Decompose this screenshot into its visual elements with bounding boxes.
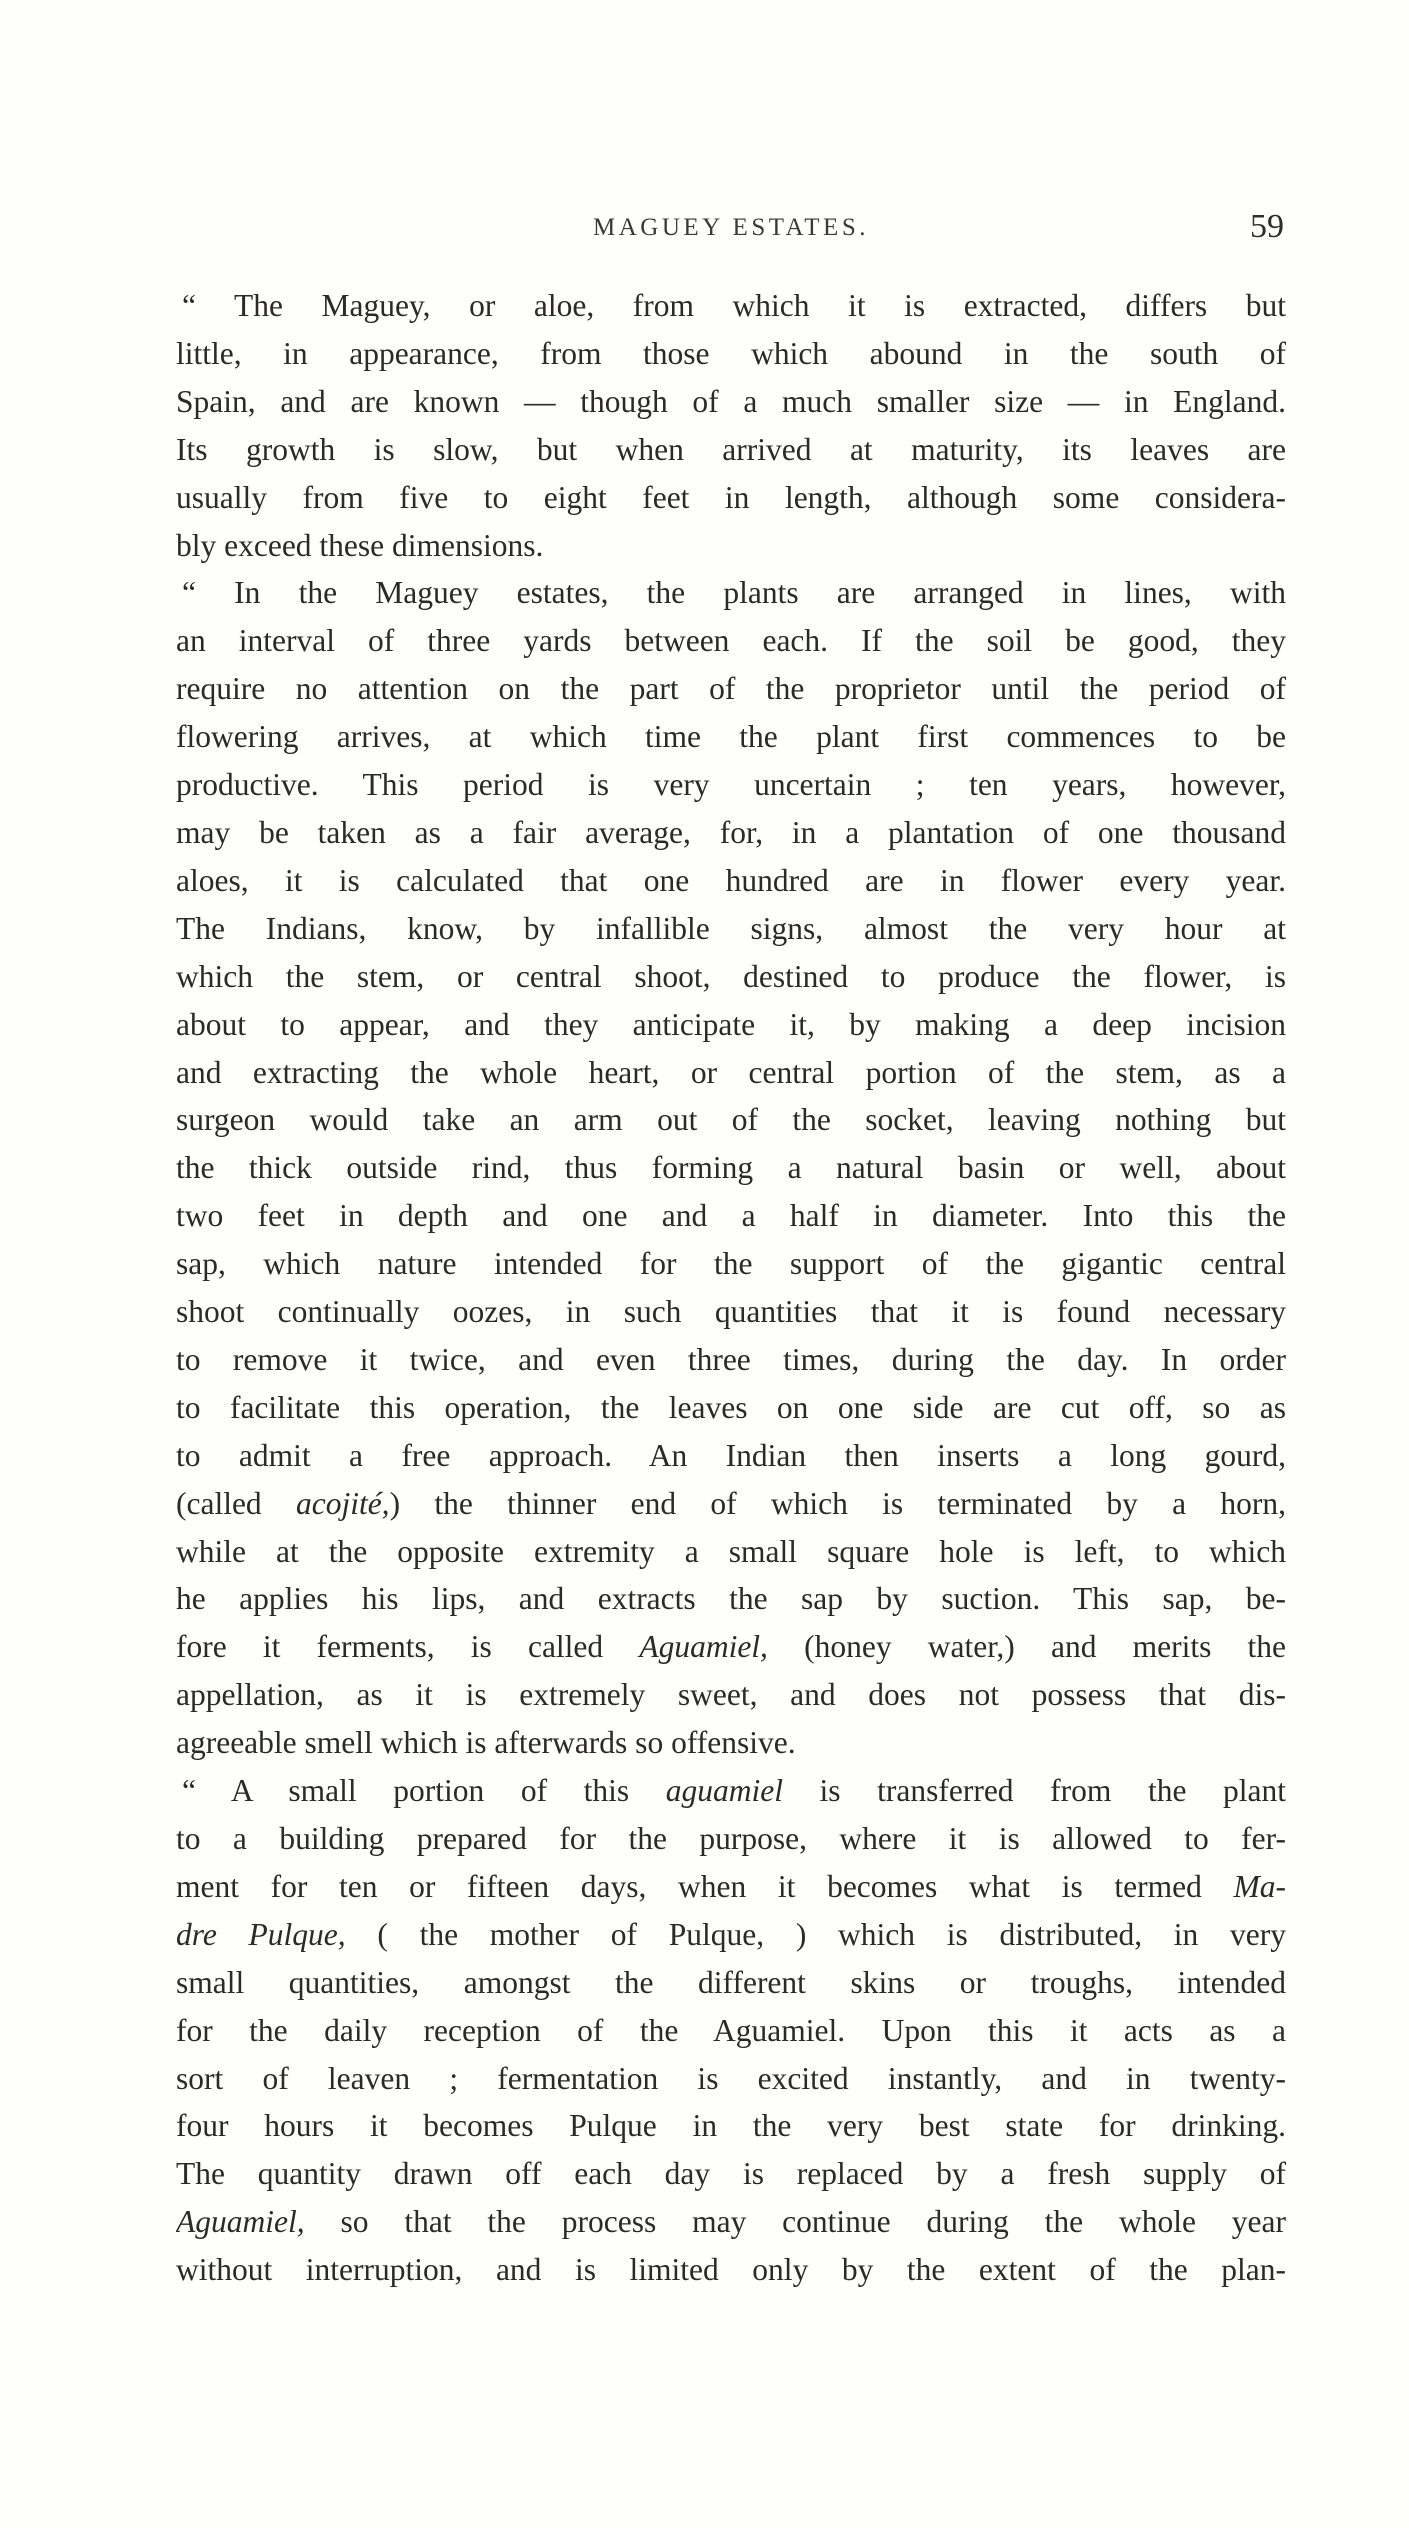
text-line: Aguamiel, so that the process may continue during the whole year	[176, 2204, 1286, 2240]
text-line: (called acojité,) the thinner end of which is terminated by a horn,	[176, 1485, 1286, 1521]
text-line: usually from five to eight feet in length, although some considera-	[176, 479, 1286, 515]
text-line: productive. This period is very uncertain ; ten years, however,	[176, 767, 1286, 803]
text-line: The quantity drawn off each day is replaced by a fresh supply of	[176, 2156, 1286, 2192]
text-line: an interval of three yards between each. If the soil be good, they	[176, 623, 1286, 659]
text-line: aloes, it is calculated that one hundred are in flower every year.	[176, 862, 1286, 898]
text-line: Its growth is slow, but when arrived at maturity, its leaves are	[176, 431, 1286, 467]
italic-term: Ma-	[1233, 1868, 1286, 1904]
text-line: he applies his lips, and extracts the sap by suction. This sap, be-	[176, 1581, 1286, 1617]
text-line: little, in appearance, from those which abound in the south of	[176, 335, 1286, 371]
text-line: for the daily reception of the Aguamiel. Upon this it acts as a	[176, 2012, 1286, 2048]
italic-term: aguamiel	[665, 1773, 783, 1809]
text-line: appellation, as it is extremely sweet, and does not possess that dis-	[176, 1677, 1286, 1713]
text-line: require no attention on the part of the proprietor until the period of	[176, 671, 1286, 707]
text-line: ment for ten or fifteen days, when it becomes what is termed Ma-	[176, 1868, 1286, 1904]
text-line: may be taken as a fair average, for, in a plantation of one thousand	[176, 814, 1286, 850]
text-line: “ A small portion of this aguamiel is transferred from the plant	[182, 1773, 1286, 1809]
text-line: about to appear, and they anticipate it, by making a deep incision	[176, 1006, 1286, 1042]
text-line: small quantities, amongst the different skins or troughs, intended	[176, 1964, 1286, 2000]
text-line: surgeon would take an arm out of the socket, leaving nothing but	[176, 1102, 1286, 1138]
text-line: Spain, and are known — though of a much smaller size — in England.	[176, 383, 1286, 419]
text-line: fore it ferments, is called Aguamiel, (honey water,) and merits the	[176, 1629, 1286, 1665]
text-line: four hours it becomes Pulque in the very best state for drinking.	[176, 2108, 1286, 2144]
text-line: which the stem, or central shoot, destined to produce the flower, is	[176, 958, 1286, 994]
text-line: “ The Maguey, or aloe, from which it is extracted, differs but	[182, 288, 1286, 323]
text-line: agreeable smell which is afterwards so offensive.	[176, 1725, 796, 1761]
text-line: “ In the Maguey estates, the plants are arranged in lines, with	[182, 575, 1286, 611]
italic-term: acojité,	[295, 1485, 390, 1521]
page-number: 59	[1250, 208, 1284, 245]
text-line: and extracting the whole heart, or central portion of the stem, as a	[176, 1054, 1286, 1090]
text-line: sort of leaven ; fermentation is excited instantly, and in twenty-	[176, 2060, 1286, 2096]
text-line: to facilitate this operation, the leaves on one side are cut off, so as	[176, 1389, 1286, 1425]
text-line: The Indians, know, by infallible signs, almost the very hour at	[176, 910, 1286, 946]
italic-term: Aguamiel,	[639, 1629, 768, 1665]
text-line: dre Pulque, ( the mother of Pulque, ) which is distributed, in very	[176, 1916, 1286, 1952]
italic-term: Aguamiel,	[176, 2204, 305, 2240]
running-title: MAGUEY ESTATES.	[593, 214, 869, 241]
text-line: to a building prepared for the purpose, where it is allowed to fer-	[176, 1821, 1286, 1856]
text-line: flowering arrives, at which time the plant first commences to be	[176, 719, 1286, 755]
text-line: two feet in depth and one and a half in diameter. Into this the	[176, 1198, 1286, 1234]
text-line: bly exceed these dimensions.	[176, 527, 544, 563]
body-text	[176, 282, 1286, 2294]
text-line: while at the opposite extremity a small square hole is left, to which	[176, 1533, 1286, 1569]
text-line: without interruption, and is limited only by the extent of the plan-	[176, 2252, 1286, 2288]
running-head	[178, 208, 1284, 252]
text-line: to remove it twice, and even three times, during the day. In order	[176, 1341, 1286, 1377]
text-line: sap, which nature intended for the support of the gigantic central	[176, 1246, 1286, 1282]
italic-term: dre Pulque,	[176, 1916, 346, 1952]
text-line: to admit a free approach. An Indian then inserts a long gourd,	[176, 1437, 1286, 1473]
text-line: shoot continually oozes, in such quantities that it is found necessary	[176, 1294, 1286, 1330]
text-line: the thick outside rind, thus forming a natural basin or well, about	[176, 1150, 1286, 1186]
